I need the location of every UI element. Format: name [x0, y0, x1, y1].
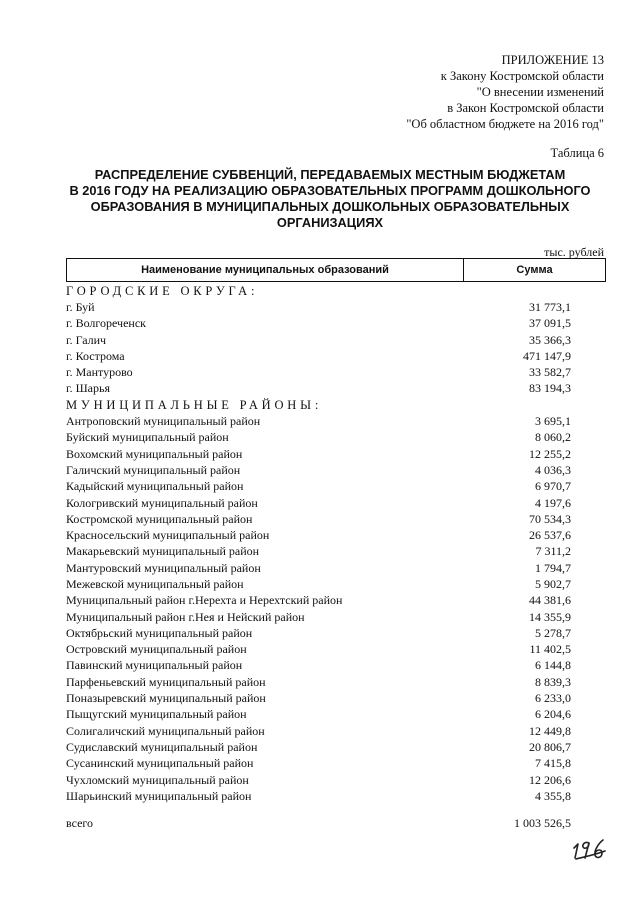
table-row: [66, 772, 606, 788]
subvention-amount: 7 311,2: [535, 544, 571, 559]
table-row: [66, 299, 606, 315]
subvention-amount: 4 036,3: [535, 462, 571, 477]
municipality-name: Муниципальный район г.Нерехта и Нерехтский район: [66, 593, 343, 608]
subvention-amount: 8 060,2: [535, 430, 571, 445]
table-row: [66, 674, 606, 690]
subvention-amount: 1 794,7: [535, 560, 571, 575]
municipality-name: Шарьинский муниципальный район: [66, 788, 252, 803]
municipality-name: Межевской муниципальный район: [66, 576, 244, 591]
table-row: [66, 707, 606, 723]
subvention-amount: 3 695,1: [535, 414, 571, 429]
municipality-name: Костромской муниципальный район: [66, 511, 253, 526]
table-row: [66, 316, 606, 332]
table-row: [66, 495, 606, 511]
subvention-amount: 471 147,9: [523, 348, 571, 363]
subvention-amount: 33 582,7: [529, 365, 571, 380]
table-row: [66, 462, 606, 478]
subvention-amount: 83 194,3: [529, 381, 571, 396]
table-row: [66, 625, 606, 641]
appendix-line: к Закону Костромской области: [440, 69, 604, 83]
table-row: [66, 348, 606, 364]
table-row: [66, 446, 606, 462]
table-row: [66, 756, 606, 772]
title-line: РАСПРЕДЕЛЕНИЕ СУБВЕНЦИЙ, ПЕРЕДАВАЕМЫХ МЕСТНЫМ БЮДЖЕТАМ: [94, 167, 566, 182]
subvention-amount: 5 902,7: [535, 576, 571, 591]
municipality-name: Антроповский муниципальный район: [66, 414, 261, 429]
subvention-amount: 20 806,7: [529, 739, 571, 754]
municipality-name: Чухломский муниципальный район: [66, 772, 249, 787]
municipality-name: г. Буй: [66, 299, 95, 314]
table-row: [66, 527, 606, 543]
municipality-name: Галичский муниципальный район: [66, 462, 241, 477]
subvention-amount: 4 197,6: [535, 495, 571, 510]
title-line: В 2016 ГОДУ НА РЕАЛИЗАЦИЮ ОБРАЗОВАТЕЛЬНЫХ ПРОГРАММ ДОШКОЛЬНОГО: [69, 183, 591, 198]
municipality-name: Октябрьский муниципальный район: [66, 625, 253, 640]
subvention-amount: 12 206,6: [529, 772, 571, 787]
municipality-name: г. Шарья: [66, 381, 110, 396]
handwritten-page-number-icon: [572, 836, 608, 862]
table-row: [66, 413, 606, 429]
subvention-amount: 44 381,6: [529, 593, 571, 608]
subvention-amount: 35 366,3: [529, 332, 571, 347]
table-row: [66, 364, 606, 380]
table-number: Таблица 6: [550, 146, 604, 160]
subvention-amount: 37 091,5: [529, 316, 571, 331]
handwritten-page-number: [572, 836, 608, 862]
table-row: [66, 560, 606, 576]
table-row: [66, 332, 606, 348]
municipality-name: г. Кострома: [66, 348, 125, 363]
appendix-line: ПРИЛОЖЕНИЕ 13: [501, 53, 604, 67]
subvention-amount: 14 355,9: [529, 609, 571, 624]
municipality-name: г. Галич: [66, 332, 107, 347]
municipality-name: Островский муниципальный район: [66, 642, 247, 657]
table-row: [66, 381, 606, 397]
municipality-name: Сусанинский муниципальный район: [66, 756, 254, 771]
subvention-amount: 26 537,6: [529, 528, 571, 543]
table-row: [66, 788, 606, 804]
municipality-name: Парфеньевский муниципальный район: [66, 674, 266, 689]
table-header: [66, 258, 606, 282]
subvention-amount: 70 534,3: [529, 511, 571, 526]
municipality-name: Судиславский муниципальный район: [66, 739, 258, 754]
units-label: тыс. рублей: [544, 245, 604, 259]
subvention-amount: 7 415,8: [535, 756, 571, 771]
header-sum-column: Сумма: [516, 264, 553, 276]
subvention-amount: 6 970,7: [535, 479, 571, 494]
total-value: 1 003 526,5: [514, 816, 571, 830]
table-row: [66, 576, 606, 592]
title-line: ОБРАЗОВАНИЯ В МУНИЦИПАЛЬНЫХ ДОШКОЛЬНЫХ ОБРАЗОВАТЕЛЬНЫХ: [90, 199, 570, 214]
appendix-line: "Об областном бюджете на 2016 год": [406, 117, 604, 131]
table-row: [66, 690, 606, 706]
header-name-column: Наименование муниципальных образований: [67, 259, 464, 281]
municipality-name: Муниципальный район г.Нея и Нейский район: [66, 609, 305, 624]
table-row: [66, 642, 606, 658]
subvention-amount: 4 355,8: [535, 788, 571, 803]
table-body: [66, 283, 606, 805]
municipality-name: Пыщугский муниципальный район: [66, 707, 247, 722]
appendix-line: "О внесении изменений: [476, 85, 604, 99]
subvention-amount: 12 449,8: [529, 723, 571, 738]
subvention-amount: 31 773,1: [529, 299, 571, 314]
table-row: [66, 739, 606, 755]
municipality-name: Павинский муниципальный район: [66, 658, 243, 673]
table-row: [66, 511, 606, 527]
municipality-name: Мантуровский муниципальный район: [66, 560, 261, 575]
table-row: [66, 479, 606, 495]
table-row: [66, 609, 606, 625]
subvention-amount: 6 204,6: [535, 707, 571, 722]
subvention-amount: 6 233,0: [535, 691, 571, 706]
table-row: [66, 723, 606, 739]
title-line: ОРГАНИЗАЦИЯХ: [276, 215, 384, 230]
document-title: [60, 167, 600, 231]
subvention-amount: 5 278,7: [535, 625, 571, 640]
section-heading: ГОРОДСКИЕ ОКРУГА:: [66, 283, 259, 298]
subvention-amount: 6 144,8: [535, 658, 571, 673]
table-row: [66, 430, 606, 446]
appendix-header: [406, 52, 604, 132]
municipality-name: Красносельский муниципальный район: [66, 528, 270, 543]
municipality-name: Кологривский муниципальный район: [66, 495, 258, 510]
appendix-line: в Закон Костромской области: [447, 101, 604, 115]
municipality-name: г. Мантурово: [66, 365, 133, 380]
municipality-name: г. Волгореченск: [66, 316, 146, 331]
table-row: [66, 544, 606, 560]
municipality-name: Вохомский муниципальный район: [66, 446, 243, 461]
total-row: [66, 816, 606, 831]
section-heading: МУНИЦИПАЛЬНЫЕ РАЙОНЫ:: [66, 397, 323, 412]
subvention-amount: 8 839,3: [535, 674, 571, 689]
table-row: [66, 658, 606, 674]
municipality-name: Буйский муниципальный район: [66, 430, 229, 445]
municipality-name: Кадыйский муниципальный район: [66, 479, 244, 494]
municipality-name: Поназыревский муниципальный район: [66, 691, 266, 706]
total-label: всего: [66, 816, 94, 830]
subvention-amount: 12 255,2: [529, 446, 571, 461]
table-row: [66, 593, 606, 609]
subvention-amount: 11 402,5: [529, 642, 571, 657]
municipality-name: Солигаличский муниципальный район: [66, 723, 265, 738]
municipality-name: Макарьевский муниципальный район: [66, 544, 260, 559]
